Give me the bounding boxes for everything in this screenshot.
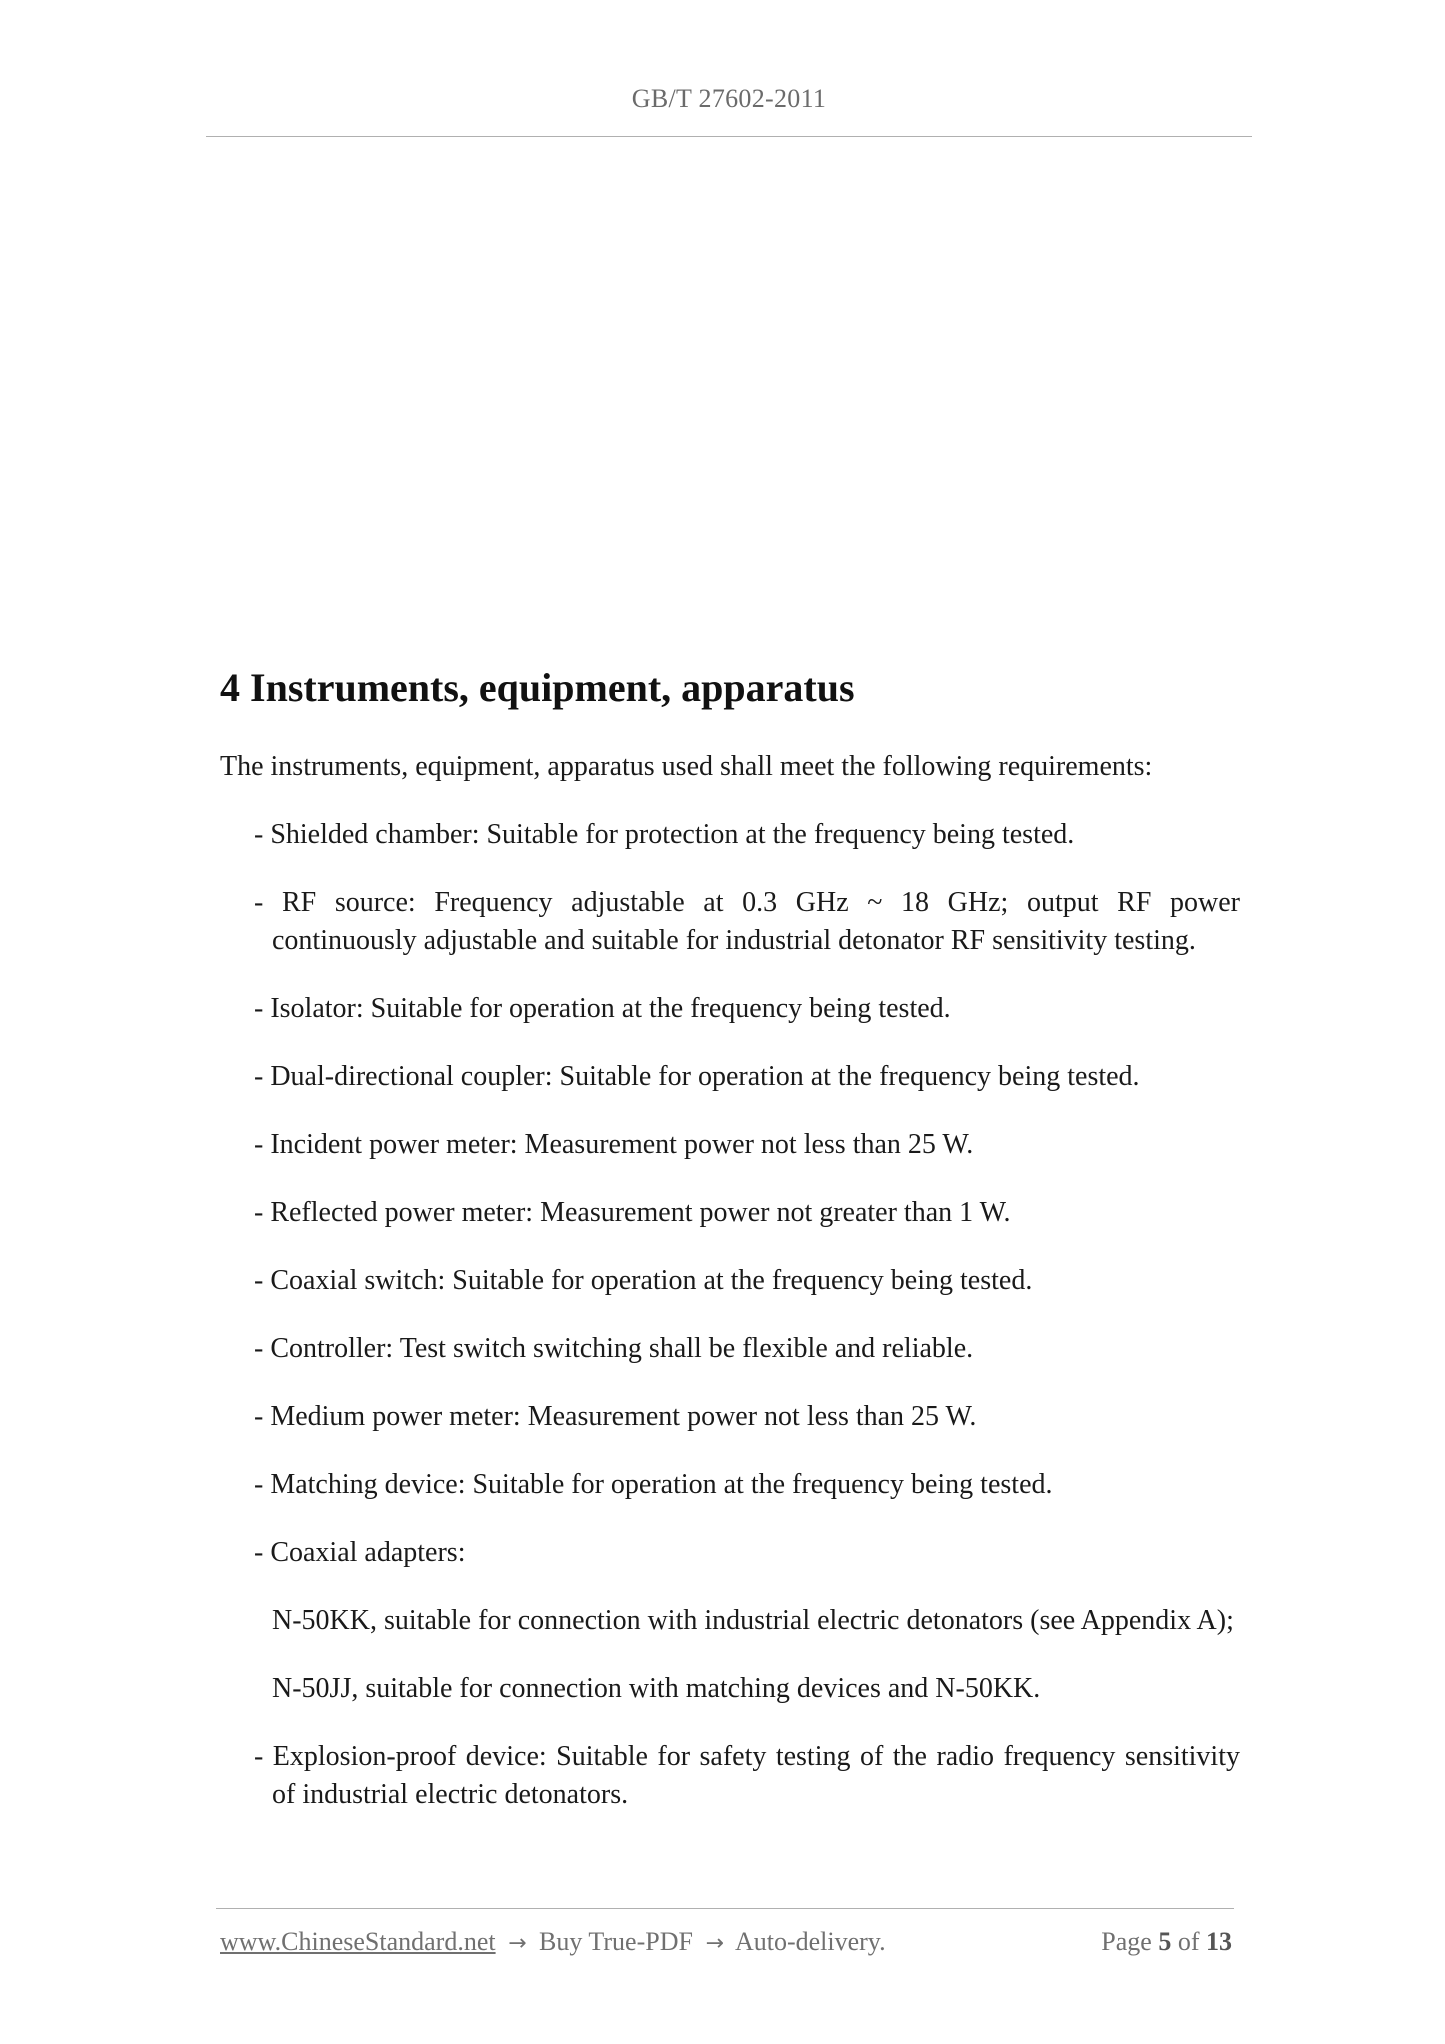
requirement-rf-source: - RF source: Frequency adjustable at 0.3 GHz ~ 18 GHz; output RF power continuously adjustable and suitable for industrial detonator RF sensitivity testing. — [254, 887, 1240, 956]
adapter-n50jj: N-50JJ, suitable for connection with matching devices and N-50KK. — [272, 1673, 1041, 1704]
of-word: of — [1177, 1927, 1200, 1956]
adapter-n50kk: N-50KK, suitable for connection with industrial electric detonators (see Appendix A); — [272, 1605, 1234, 1636]
requirement-dual-directional-coupler: - Dual-directional coupler: Suitable for operation at the frequency being tested. — [254, 1061, 1140, 1092]
requirement-incident-power-meter: - Incident power meter: Measurement power not less than 25 W. — [254, 1129, 974, 1160]
arrow-right-icon: → — [508, 1931, 527, 1956]
arrow-right-icon: → — [705, 1931, 724, 1956]
section-body — [220, 748, 1240, 1844]
buy-true-pdf-text: Buy True-PDF — [539, 1927, 693, 1956]
requirement-isolator: - Isolator: Suitable for operation at the frequency being tested. — [254, 993, 951, 1024]
requirement-coaxial-adapters: - Coaxial adapters: — [254, 1537, 466, 1568]
page-counter — [1101, 1927, 1232, 1957]
requirement-reflected-power-meter: - Reflected power meter: Measurement power not greater than 1 W. — [254, 1197, 1011, 1228]
requirement-explosion-proof-device: - Explosion-proof device: Suitable for safety testing of the radio frequency sensitivity of industrial electric detonators. — [254, 1741, 1240, 1810]
requirement-controller: - Controller: Test switch switching shall be flexible and reliable. — [254, 1333, 974, 1364]
page-word: Page — [1101, 1927, 1152, 1956]
page-number: 5 — [1158, 1927, 1172, 1956]
page-total: 13 — [1206, 1927, 1232, 1956]
requirement-matching-device: - Matching device: Suitable for operation at the frequency being tested. — [254, 1469, 1053, 1500]
page-header-standard-code: GB/T 27602-2011 — [631, 84, 827, 113]
requirements-list — [220, 816, 1240, 1572]
requirement-coaxial-switch: - Coaxial switch: Suitable for operation at the frequency being tested. — [254, 1265, 1033, 1296]
footer-promo — [220, 1927, 886, 1957]
requirement-shielded-chamber: - Shielded chamber: Suitable for protection at the frequency being tested. — [254, 819, 1075, 850]
requirement-medium-power-meter: - Medium power meter: Measurement power not less than 25 W. — [254, 1401, 977, 1432]
auto-delivery-text: Auto-delivery. — [734, 1927, 886, 1956]
section-heading: 4 Instruments, equipment, apparatus — [220, 665, 855, 710]
site-link[interactable]: www.ChineseStandard.net — [220, 1927, 496, 1956]
requirements-list-continued — [220, 1738, 1240, 1814]
footer-divider — [216, 1908, 1234, 1909]
section-intro: The instruments, equipment, apparatus used shall meet the following requirements: — [220, 751, 1153, 782]
header-divider — [206, 136, 1252, 137]
